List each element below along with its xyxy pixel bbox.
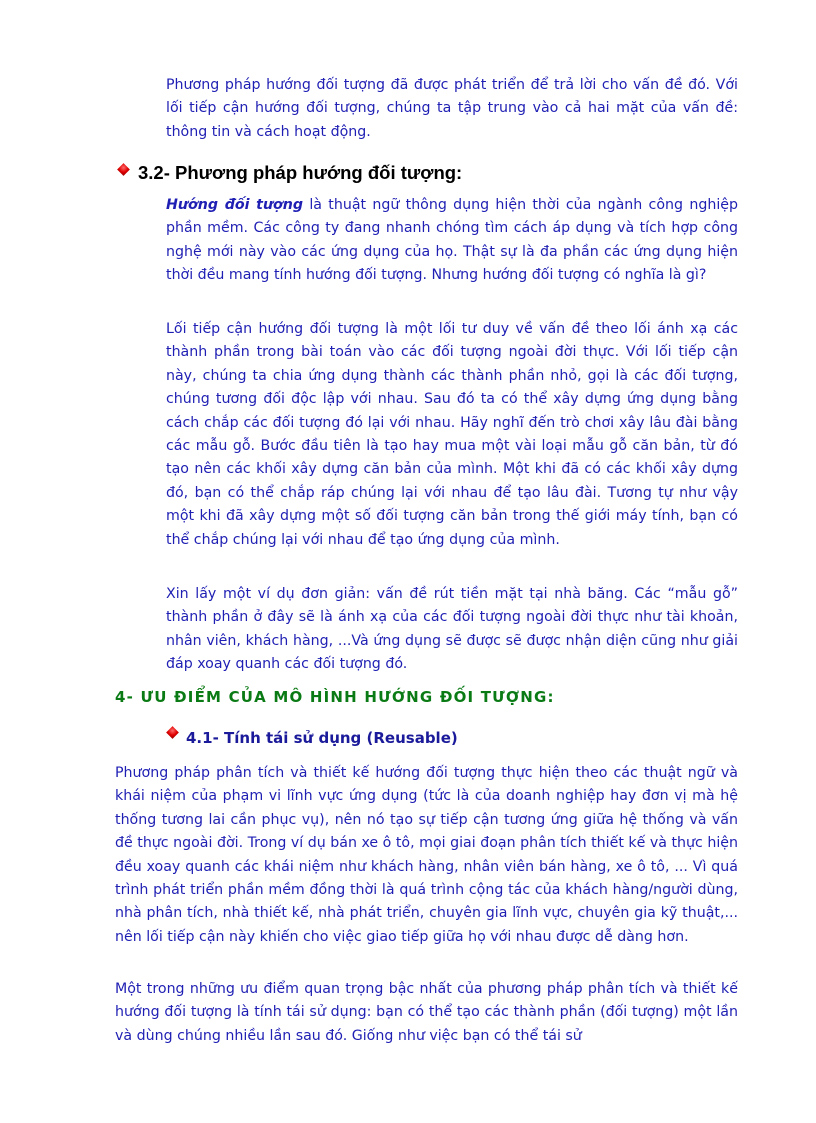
section-3-2-paragraph-3: Xin lấy một ví dụ đơn giản: vấn đề rút tiền mặt tại nhà băng. Các “mẫu gỗ” thành phần ở đây sẽ là ánh xạ của các đối tượng ngoài đời thực như tài khoản, nhân viên, khách hàng, ...Và ứng dụng sẽ được sẽ được nhận diện cũng như giải đáp xoay quanh các đối tượng đó.	[166, 586, 738, 673]
section-4-1-paragraph-2: Một trong những ưu điểm quan trọng bậc nhất của phương pháp phân tích và thiết kế hướng đối tượng là tính tái sử dụng: bạn có thể tạo các thành phần (đối tượng) một lần và dùng chúng nhiều lần sau đó. Giống như việc bạn có thể tái sử	[115, 981, 738, 1044]
section-4-1-heading: 4.1- Tính tái sử dụng (Reusable)	[186, 729, 458, 747]
paragraph-1-rest: là thuật ngữ thông dụng hiện thời của ngành công nghiệp phần mềm. Các công ty đang nhanh chóng tìm cách áp dụng và tích hợp công nghệ mới này vào các ứng dụng của họ. Thật sự là đa phần các ứng dụng hiện thời đều mang tính hướng đối tượng. Nhưng hướng đối tượng có nghĩa là gì?	[166, 197, 738, 284]
intro-paragraph: Phương pháp hướng đối tượng đã được phát triển để trả lời cho vấn đề đó. Với lối tiếp cận hướng đối tượng, chúng ta tập trung vào cả hai mặt của vấn đề: thông tin và cách hoạt động.	[166, 77, 738, 140]
section-4-heading: 4- ƯU ĐIỂM CỦA MÔ HÌNH HƯỚNG ĐỐI TƯỢNG:	[115, 688, 555, 706]
section-3-2-heading: 3.2- Phương pháp hướng đối tượng:	[138, 162, 463, 183]
term-huong-doi-tuong: Hướng đối tượng	[166, 197, 304, 213]
red-diamond-icon	[166, 726, 179, 739]
red-diamond-icon	[117, 163, 130, 176]
section-3-2-paragraph-2: Lối tiếp cận hướng đối tượng là một lối tư duy về vấn đề theo lối ánh xạ các thành phần trong bài toán vào các đối tượng ngoài đời thực. Với lối tiếp cận này, chúng ta chia ứng dụng thành các thành phần nhỏ, gọi là các đối tượng, chúng tương đối độc lập với nhau. Sau đó ta có thể xây dựng ứng dụng bằng cách chắp các đối tượng đó lại với nhau. Hãy nghĩ đến trò chơi xây lâu đài bằng các mẫu gỗ. Bước đầu tiên là tạo hay mua một vài loại mẫu gỗ căn bản, từ đó tạo nên các khối xây dựng căn bản của mình. Một khi đã có các khối xây dựng đó, bạn có thể chắp ráp chúng lại với nhau để tạo lâu đài. Tương tự như vậy một khi đã xây dựng một số đối tượng căn bản trong thế giới máy tính, bạn có thể chắp chúng lại với nhau để tạo ứng dụng của mình.	[166, 321, 738, 548]
section-3-2-paragraph-1	[166, 194, 738, 288]
section-4-1-paragraph-1: Phương pháp phân tích và thiết kế hướng đối tượng thực hiện theo các thuật ngữ và khái niệm của phạm vi lĩnh vực ứng dụng (tức là của doanh nghiệp hay đơn vị mà hệ thống tương lai cần phục vụ), nên nó tạo sự tiếp cận tương ứng giữa hệ thống và vấn đề thực ngoài đời. Trong ví dụ bán xe ô tô, mọi giai đoạn phân tích thiết kế và thực hiện đều xoay quanh các khái niệm như khách hàng, nhân viên bán hàng, xe ô tô, ... Vì quá trình phát triển phần mềm đồng thời là quá trình cộng tác của khách hàng/người dùng, nhà phân tích, nhà thiết kế, nhà phát triển, chuyên gia lĩnh vực, chuyên gia kỹ thuật,... nên lối tiếp cận này khiến cho việc giao tiếp giữa họ với nhau được dễ dàng hơn.	[115, 765, 738, 945]
